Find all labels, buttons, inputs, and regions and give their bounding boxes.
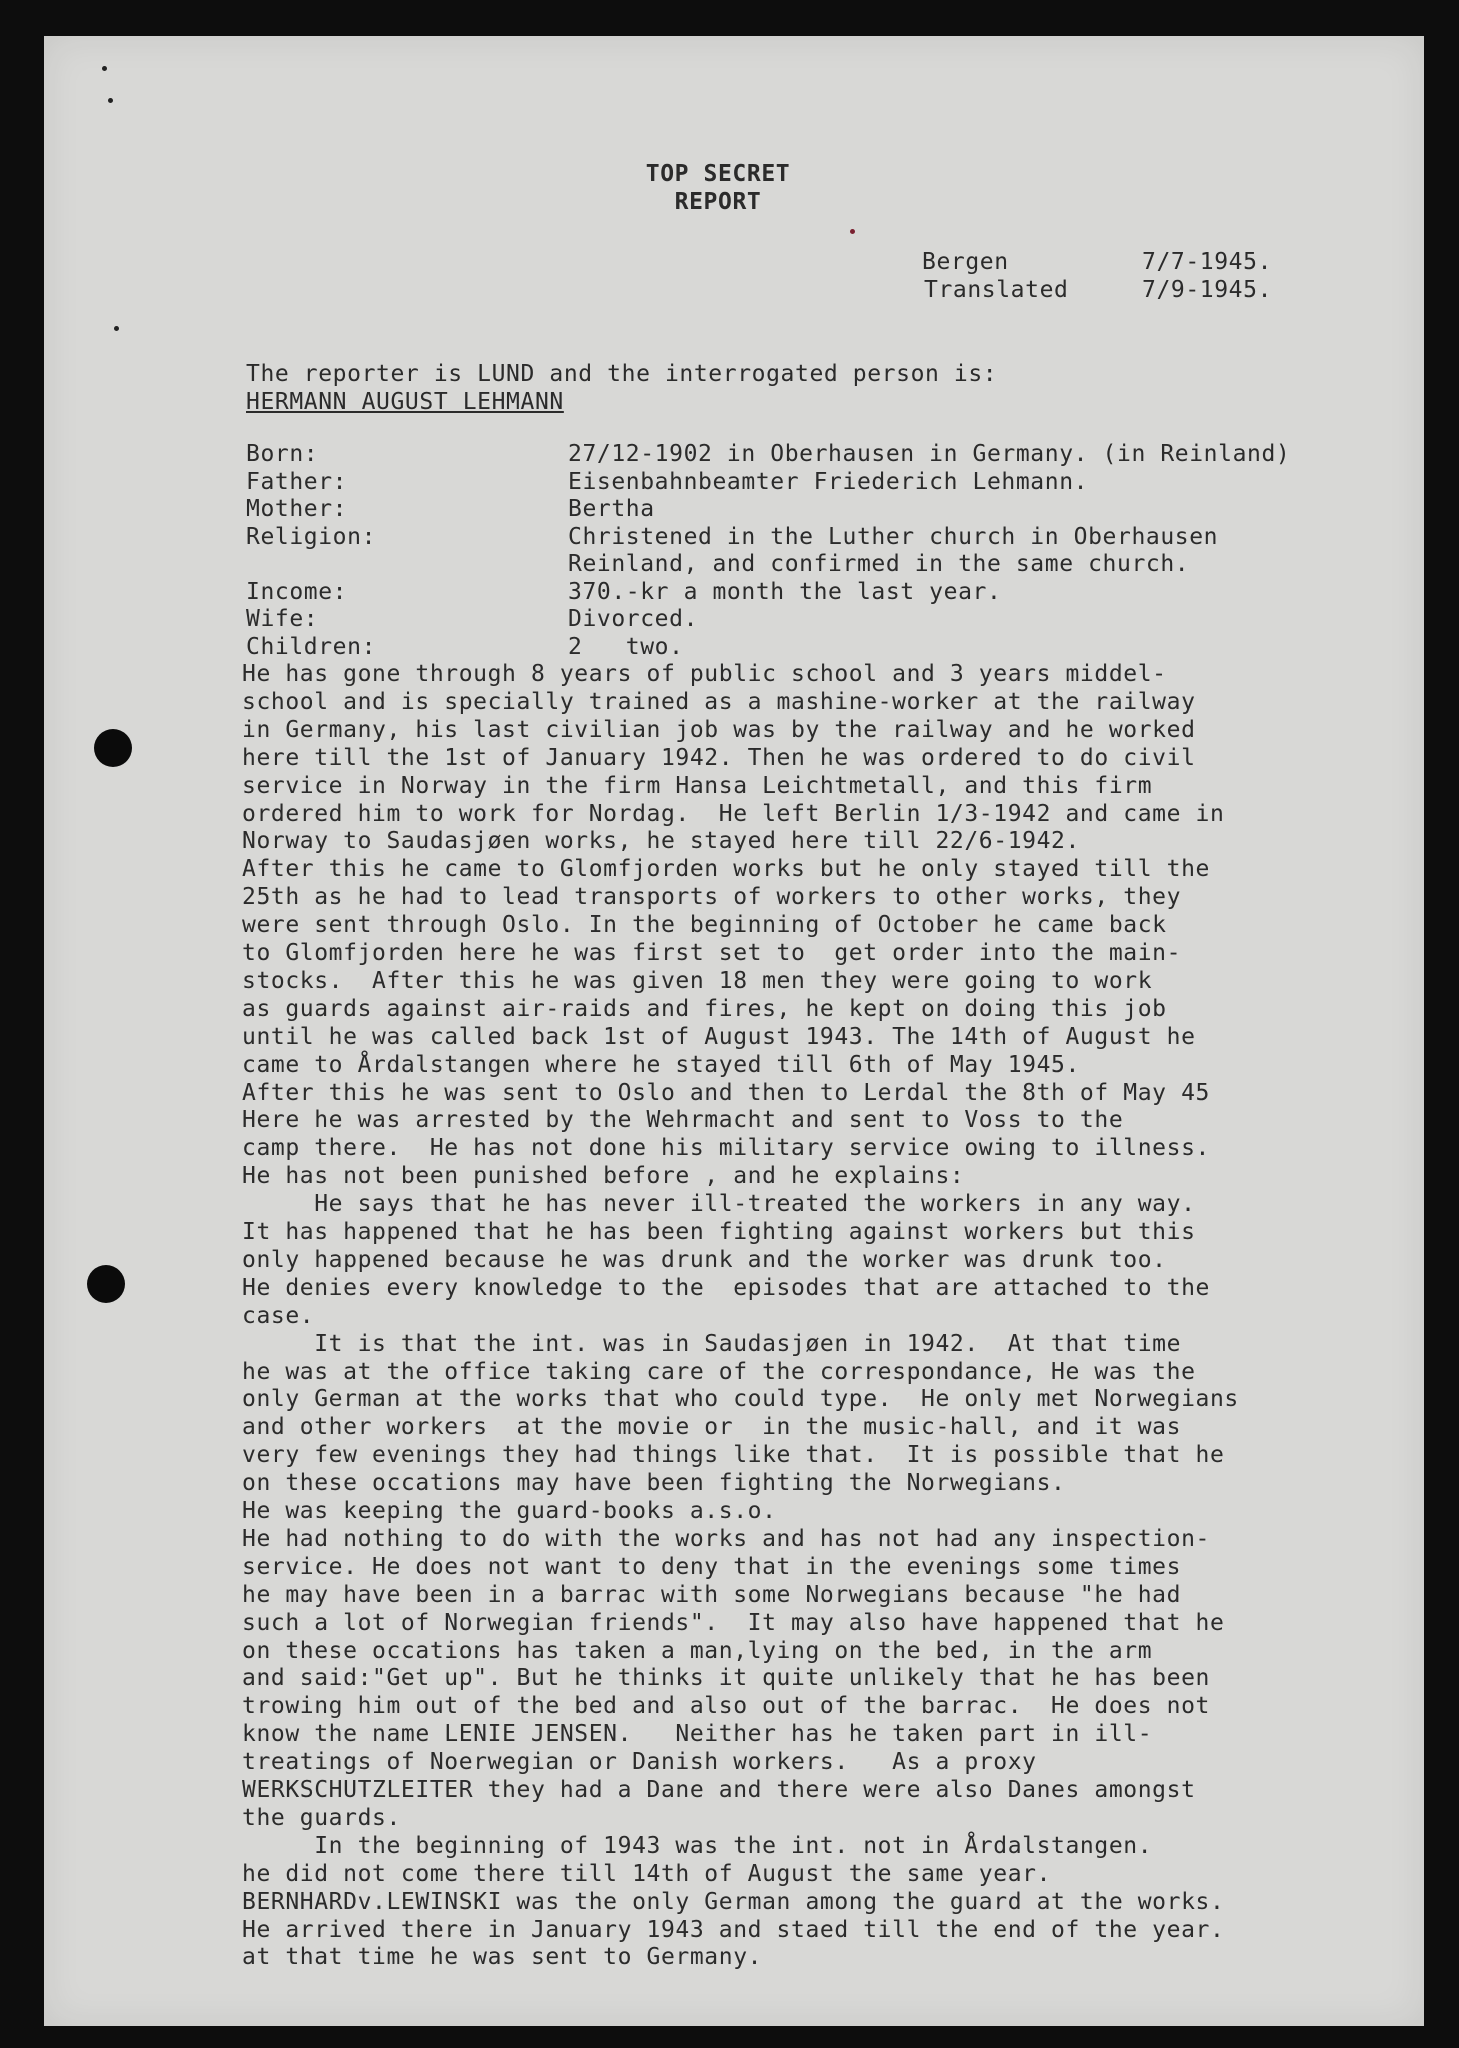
body-line: He denies every knowledge to the episodes that are attached to the bbox=[242, 1274, 1210, 1301]
body-line: on these occations may have been fighting the Norwegians. bbox=[242, 1470, 1066, 1497]
paper-mark bbox=[102, 66, 107, 71]
body-line: He has not been punished before , and he explains: bbox=[242, 1163, 965, 1190]
paper-mark bbox=[114, 326, 119, 331]
body-line: here till the 1st of January 1942. Then he was ordered to do civil bbox=[242, 744, 1196, 771]
body-line: in Germany, his last civilian job was by the railway and he worked bbox=[242, 716, 1196, 743]
body-line: After this he was sent to Oslo and then to Lerdal the 8th of May 45 bbox=[242, 1079, 1210, 1106]
body-line: he was at the office taking care of the correspondance, He was the bbox=[242, 1358, 1196, 1385]
paper-mark bbox=[108, 98, 113, 103]
body-line: know the name LENIE JENSEN. Neither has he taken part in ill- bbox=[242, 1721, 1153, 1748]
body-line: at that time he was sent to Germany. bbox=[242, 1944, 763, 1971]
report-heading: REPORT bbox=[674, 189, 762, 215]
body-line: 25th as he had to lead transports of workers to other works, they bbox=[242, 884, 1182, 911]
field-value: 370.-kr a month the last year. bbox=[568, 578, 1002, 605]
body-line: He had nothing to do with the works and has not had any inspection- bbox=[242, 1525, 1210, 1552]
field-label: Children: bbox=[246, 633, 377, 660]
field-value: Christened in the Luther church in Oberhausen bbox=[568, 523, 1219, 550]
report-date: 7/7-1945. bbox=[1142, 249, 1273, 275]
body-line: treatings of Noerwegian or Danish workers. As a proxy bbox=[242, 1749, 1037, 1776]
body-line: case. bbox=[242, 1302, 315, 1329]
body-line: It has happened that he has been fighting against workers but this bbox=[242, 1219, 1196, 1245]
body-line: school and is specially trained as a mashine-worker at the railway bbox=[242, 688, 1196, 715]
body-line: came to Årdalstangen where he stayed till 6th of May 1945. bbox=[242, 1051, 1080, 1078]
field-label: Born: bbox=[246, 441, 319, 467]
field-label: Income: bbox=[246, 578, 348, 605]
body-line: Norway to Saudasjøen works, he stayed here till 22/6-1942. bbox=[242, 828, 1080, 855]
body-line: BERNHARDv.LEWINSKI was the only German among the guard at the works. bbox=[242, 1888, 1225, 1915]
body-line: very few evenings they had things like that. It is possible that he bbox=[242, 1442, 1225, 1469]
body-line: service in Norway in the firm Hansa Leichtmetall, and this firm bbox=[242, 772, 1153, 799]
field-value: 2 two. bbox=[568, 633, 684, 660]
body-line: only German at the works that who could type. He only met Norwegians bbox=[242, 1386, 1239, 1413]
body-line: such a lot of Norwegian friends". It may also have happened that he bbox=[242, 1609, 1225, 1636]
body-line: he may have been in a barrac with some Norwegians because "he had bbox=[242, 1581, 1182, 1608]
body-line: In the beginning of 1943 was the int. not in Årdalstangen. bbox=[242, 1832, 1153, 1859]
field-label: Wife: bbox=[246, 606, 319, 632]
body-line: and said:"Get up". But he thinks it quite unlikely that he has been bbox=[242, 1665, 1210, 1692]
subject-name: HERMANN AUGUST LEHMANN bbox=[246, 389, 564, 415]
body-line: It is that the int. was in Saudasjøen in 1942. At that time bbox=[242, 1330, 1182, 1357]
intro-line: The reporter is LUND and the interrogated person is: bbox=[246, 361, 998, 387]
location-label: Bergen bbox=[922, 249, 1009, 275]
field-value: Divorced. bbox=[568, 606, 699, 632]
classification-heading: TOP SECRET bbox=[645, 161, 791, 187]
punch-hole-top bbox=[94, 729, 132, 767]
body-line: only happened because he was drunk and the worker was drunk too. bbox=[242, 1246, 1167, 1273]
body-line: After this he came to Glomfjorden works but he only stayed till the bbox=[242, 856, 1210, 883]
body-line: on these occations has taken a man,lying on the bed, in the arm bbox=[242, 1637, 1153, 1664]
paper-mark bbox=[850, 229, 855, 234]
field-value: Reinland, and confirmed in the same church. bbox=[568, 551, 1190, 577]
field-value: Bertha bbox=[568, 496, 655, 522]
field-label: Religion: bbox=[246, 523, 377, 550]
body-line: the guards. bbox=[242, 1804, 401, 1831]
translated-date: 7/9-1945. bbox=[1142, 277, 1273, 303]
body-line: ordered him to work for Nordag. He left Berlin 1/3-1942 and came in bbox=[242, 800, 1225, 827]
field-label: Mother: bbox=[246, 496, 348, 522]
body-line: as guards against air-raids and fires, he kept on doing this job bbox=[242, 995, 1167, 1022]
body-line: and other workers at the movie or in the music-hall, and it was bbox=[242, 1414, 1182, 1441]
body-line: Here he was arrested by the Wehrmacht and sent to Voss to the bbox=[242, 1107, 1124, 1134]
body-line: to Glomfjorden here he was first set to get order into the main- bbox=[242, 940, 1182, 966]
body-line: He arrived there in January 1943 and staed till the end of the year. bbox=[242, 1916, 1225, 1943]
body-line: He says that he has never ill-treated the workers in any way. bbox=[242, 1191, 1196, 1218]
document-page bbox=[44, 36, 1424, 2026]
body-line: camp there. He has not done his military service owing to illness. bbox=[242, 1135, 1210, 1162]
body-line: WERKSCHUTZLEITER they had a Dane and there were also Danes amongst bbox=[242, 1777, 1196, 1803]
field-value: Eisenbahnbeamter Friederich Lehmann. bbox=[568, 468, 1089, 495]
field-value: 27/12-1902 in Oberhausen in Germany. (in Reinland) bbox=[568, 441, 1291, 467]
body-line: service. He does not want to deny that in the evenings some times bbox=[242, 1553, 1182, 1580]
body-line: were sent through Oslo. In the beginning of October he came back bbox=[242, 912, 1167, 939]
body-line: trowing him out of the bed and also out of the barrac. He does not bbox=[242, 1693, 1210, 1720]
punch-hole-bottom bbox=[87, 1265, 125, 1303]
body-line: he did not come there till 14th of August the same year. bbox=[242, 1860, 1052, 1887]
body-line: He has gone through 8 years of public school and 3 years middel- bbox=[242, 661, 1167, 687]
translated-label: Translated bbox=[924, 277, 1069, 303]
body-line: until he was called back 1st of August 1943. The 14th of August he bbox=[242, 1023, 1196, 1050]
field-label: Father: bbox=[246, 468, 348, 495]
body-line: He was keeping the guard-books a.s.o. bbox=[242, 1498, 777, 1524]
body-line: stocks. After this he was given 18 men they were going to work bbox=[242, 967, 1153, 994]
